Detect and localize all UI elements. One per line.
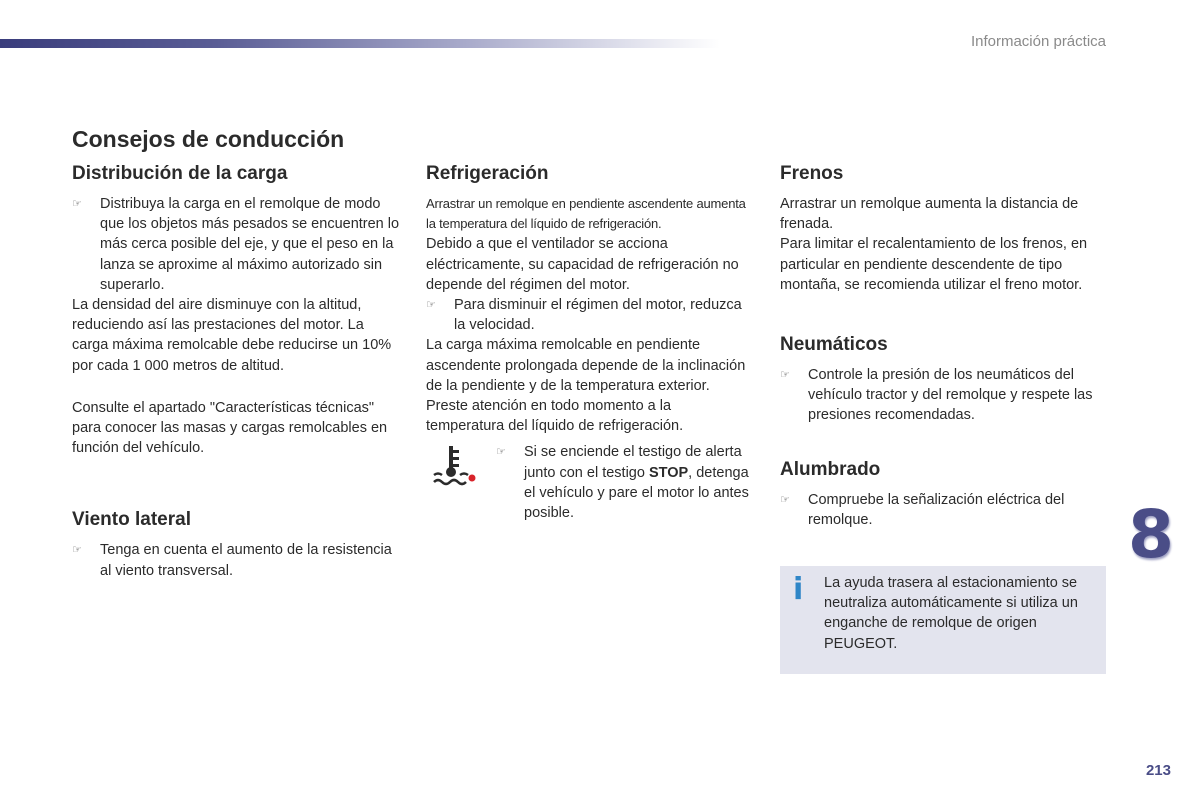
- bullet-text-before: Si se enciende el testigo de alerta junto con el testigo: [524, 444, 742, 481]
- column-3: [780, 162, 1106, 530]
- bullet-text: Para disminuir el régimen del motor, reduzca la velocidad.: [454, 297, 742, 334]
- info-box: [780, 566, 1106, 674]
- info-text: La ayuda trasera al estacionamiento se neutraliza automáticamente si utiliza un enganche de remolque de origen PEUGEOT.: [824, 575, 1078, 652]
- bullet-text: Controle la presión de los neumáticos del vehículo tractor y del remolque y respete las presiones recomendadas.: [808, 367, 1093, 424]
- pointing-hand-icon: ☞: [72, 198, 82, 210]
- paragraph-refrigeracion-2: Debido a que el ventilador se acciona eléctricamente, su capacidad de refrigeración no depende del régimen del motor.: [426, 236, 739, 293]
- heading-distribucion: Distribución de la carga: [72, 163, 288, 184]
- paragraph-frenos-2: Para limitar el recalentamiento de los frenos, en particular en pendiente descendente de tipo montaña, se recomienda utilizar el freno motor.: [780, 236, 1088, 293]
- page-number: 213: [1145, 762, 1171, 779]
- paragraph-consulte: Consulte el apartado "Características técnicas" para conocer las masas y cargas remolcables en función del vehículo.: [72, 399, 388, 457]
- heading-neumaticos: Neumáticos: [780, 334, 888, 356]
- bullet-text-after: , detenga el vehículo y pare el motor lo antes posible.: [524, 464, 749, 522]
- paragraph-refrigeracion-1: Arrastrar un remolque en pendiente ascendente aumenta la temperatura del líquido de refrigeración.: [426, 196, 746, 232]
- info-icon: i: [793, 572, 804, 607]
- pointing-hand-icon: ☞: [780, 369, 790, 382]
- paragraph-refrigeracion-3: La carga máxima remolcable en pendiente ascendente prolongada depende de la inclinación de la pendiente y de la temperatura exterior.: [426, 337, 746, 394]
- heading-frenos: Frenos: [780, 163, 844, 184]
- column-1: [72, 162, 402, 581]
- paragraph-altitud: La densidad del aire disminuye con la altitud, reduciendo así las prestaciones del motor. La carga máxima remolcable debe reducirse un 10% por cada 1 000 metros de altitud.: [72, 297, 392, 374]
- pointing-hand-icon: ☞: [496, 446, 506, 459]
- column-2: [426, 162, 752, 523]
- header-gradient-bar: [0, 39, 720, 48]
- heading-viento: Viento lateral: [72, 509, 191, 531]
- page-title: Consejos de conducción: [72, 126, 345, 152]
- bullet-viento: [72, 540, 402, 580]
- stop-label: STOP: [648, 464, 689, 481]
- warning-block: [426, 442, 752, 523]
- bullet-alumbrado: [780, 490, 1106, 530]
- paragraph-refrigeracion-4: Preste atención en todo momento a la temperatura del líquido de refrigeración.: [426, 398, 684, 435]
- bullet-text: Compruebe la señalización eléctrica del remolque.: [808, 491, 1065, 528]
- heading-alumbrado: Alumbrado: [780, 458, 881, 480]
- chapter-number: 8: [1128, 496, 1174, 573]
- bullet-distribucion: [72, 194, 402, 295]
- bullet-stop-warning: [496, 442, 752, 523]
- bullet-text: Tenga en cuenta el aumento de la resistencia al viento transversal.: [100, 542, 392, 579]
- coolant-temperature-icon: [426, 444, 478, 490]
- pointing-hand-icon: ☞: [426, 299, 436, 312]
- paragraph-frenos-1: Arrastrar un remolque aumenta la distancia de frenada.: [780, 196, 1079, 233]
- pointing-hand-icon: ☞: [780, 493, 790, 506]
- bullet-text: Distribuya la carga en el remolque de modo que los objetos más pesados se encuentren lo más cerca posible del eje, y que el peso en la lanza se aproxime al máximo autorizado sin superarlo.: [100, 196, 400, 293]
- heading-refrigeracion: Refrigeración: [426, 163, 549, 184]
- section-header: Información práctica: [970, 33, 1106, 50]
- bullet-neumaticos: [780, 365, 1106, 426]
- pointing-hand-icon: ☞: [72, 544, 82, 557]
- bullet-regimen: [426, 295, 752, 335]
